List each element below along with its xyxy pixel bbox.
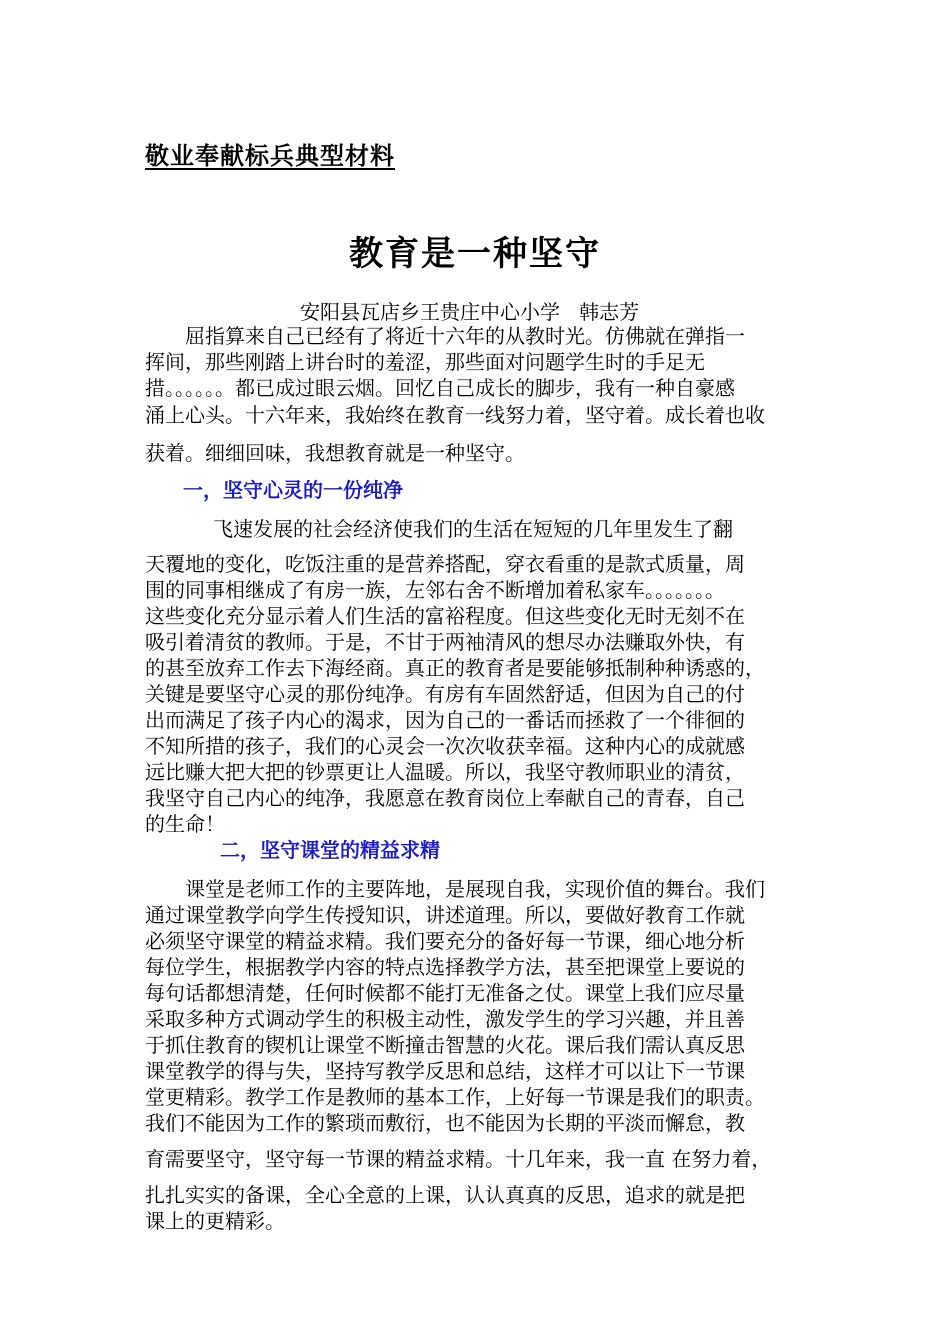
text-line: 每句话都想清楚，任何时候都不能打无准备之仗。课堂上我们应尽量 <box>145 981 745 1005</box>
text-line: 我们不能因为工作的繁琐而敷衍，也不能因为长期的平淡而懈怠，教 <box>145 1111 745 1135</box>
text-line: 这些变化充分显示着人们生活的富裕程度。但这些变化无时无刻不在 <box>145 604 745 628</box>
text-line: 课上的更精彩。 <box>145 1209 285 1233</box>
text-line: 出而满足了孩子内心的渴求，因为自己的一番话而拯救了一个徘徊的 <box>145 708 745 732</box>
text-line: 吸引着清贫的教师。于是，不甘于两袖清风的想尽办法赚取外快，有 <box>145 630 745 654</box>
text-line: 围的同事相继成了有房一族，左邻右舍不断增加着私家车。。。。。。。 <box>145 578 725 602</box>
text-line: 涌上心头。十六年来，我始终在教育一线努力着，坚守着。成长着也收 <box>145 403 765 427</box>
text-line: 采取多种方式调动学生的积极主动性，激发学生的学习兴趣，并且善 <box>145 1007 745 1031</box>
section-heading-1: 一，坚守心灵的一份纯净 <box>183 478 403 502</box>
text-line: 屈指算来自己已经有了将近十六年的从教时光。仿佛就在弹指一 <box>185 324 745 348</box>
text-line: 我坚守自己内心的纯净，我愿意在教育岗位上奉献自己的青春，自己 <box>145 786 745 810</box>
author-line: 安阳县瓦店乡王贵庄中心小学 韩志芳 <box>300 300 640 324</box>
text-line: 课堂教学的得与失，坚持写教学反思和总结，这样才可以让下一节课 <box>145 1059 745 1083</box>
section-heading-2: 二，坚守课堂的精益求精 <box>220 838 440 862</box>
text-line: 关键是要坚守心灵的那份纯净。有房有车固然舒适，但因为自己的付 <box>145 682 745 706</box>
text-line: 每位学生，根据教学内容的特点选择教学方法，甚至把课堂上要说的 <box>145 955 745 979</box>
text-line: 通过课堂教学向学生传授知识，讲述道理。所以，要做好教育工作就 <box>145 903 745 927</box>
document-category-label: 敬业奉献标兵典型材料 <box>145 141 395 170</box>
text-line: 不知所措的孩子，我们的心灵会一次次收获幸福。这种内心的成就感 <box>145 734 745 758</box>
text-line: 获着。细细回味，我想教育就是一种坚守。 <box>145 441 525 465</box>
page-title: 教育是一种坚守 <box>349 234 601 274</box>
text-line: 的生命！ <box>145 812 225 836</box>
text-line: 的甚至放弃工作去下海经商。真正的教育者是要能够抵制种种诱惑的， <box>145 656 765 680</box>
text-line: 远比赚大把大把的钞票更让人温暖。所以，我坚守教师职业的清贫， <box>145 760 745 784</box>
text-line: 措。。。。。。都已成过眼云烟。回忆自己成长的脚步，我有一种自豪感 <box>145 376 735 400</box>
text-line: 于抓住教育的锲机让课堂不断撞击智慧的火花。课后我们需认真反思 <box>145 1033 745 1057</box>
text-line: 扎扎实实的备课，全心全意的上课，认认真真的反思，追求的就是把 <box>145 1183 745 1207</box>
text-line: 飞速发展的社会经济使我们的生活在短短的几年里发生了翻 <box>213 517 733 541</box>
text-line: 堂更精彩。教学工作是教师的基本工作，上好每一节课是我们的职责。 <box>145 1085 765 1109</box>
text-line: 课堂是老师工作的主要阵地，是展现自我，实现价值的舞台。我们 <box>185 877 765 901</box>
text-line: 育需要坚守，坚守每一节课的精益求精。十几年来，我一直 在努力着， <box>145 1147 772 1171</box>
text-line: 挥间，那些刚踏上讲台时的羞涩，那些面对问题学生时的手足无 <box>145 350 705 374</box>
text-line: 天覆地的变化，吃饭注重的是营养搭配，穿衣看重的是款式质量，周 <box>145 552 745 576</box>
text-line: 必须坚守课堂的精益求精。我们要充分的备好每一节课，细心地分析 <box>145 929 745 953</box>
